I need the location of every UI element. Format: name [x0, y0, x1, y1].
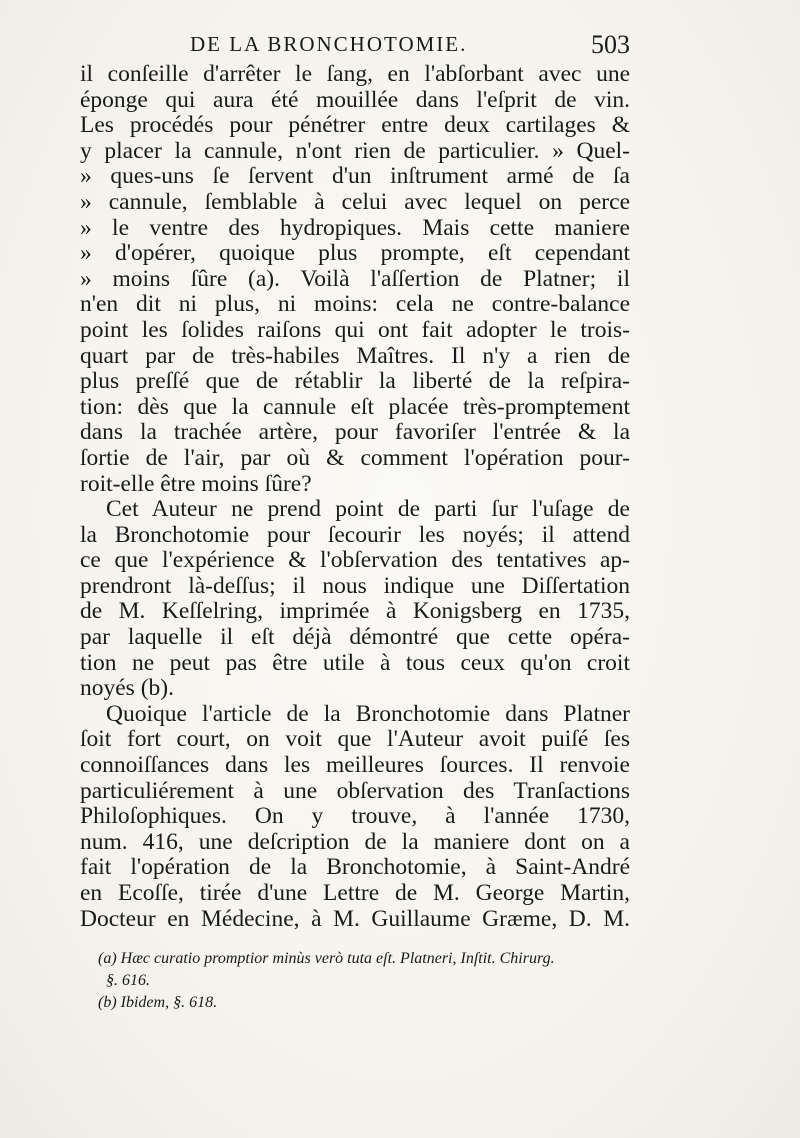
- text-line: » ques-uns ſe ſervent d'un inſtrument armé de ſa: [80, 163, 630, 190]
- page-number: 503: [591, 30, 630, 59]
- text-line: Quoique l'article de la Bronchotomie dans Platner: [106, 700, 630, 727]
- text-line: point les ſolides raiſons qui ont fait adopter le trois-: [80, 316, 630, 343]
- text-line: la Bronchotomie pour ſecourir les noyés; il attend: [80, 521, 630, 548]
- text-line: Les procédés pour pénétrer entre deux cartilages &: [80, 112, 630, 139]
- text-line: » d'opérer, quoique plus prompte, eſt cependant: [80, 240, 630, 267]
- text-line: y placer la cannule, n'ont rien de particulier. » Quel-: [80, 137, 630, 164]
- text-line: par laquelle il eſt déjà démontré que cette opéra-: [80, 624, 630, 651]
- text-line: Cet Auteur ne prend point de parti ſur l'uſage de: [106, 496, 630, 523]
- footnote-b: (b) Ibidem, §. 618.: [98, 994, 218, 1011]
- footnote-a: (a) Hæc curatio promptior minùs verò tuta eſt. Platneri, Inſtit. Chirurg.: [98, 950, 555, 967]
- text-line: tion ne peut pas être utile à tous ceux qu'on croit: [80, 649, 630, 676]
- text-line: Docteur en Médecine, à M. Guillaume Græme, D. M.: [80, 905, 630, 932]
- text-line: ſortie de l'air, par où & comment l'opération pour-: [80, 444, 630, 471]
- text-line: prendront là-deſſus; il nous indique une Diſſertation: [80, 572, 630, 599]
- text-line: » moins ſûre (a). Voilà l'aſſertion de Platner; il: [80, 265, 630, 292]
- text-line: Philoſophiques. On y trouve, à l'année 1730,: [80, 803, 630, 830]
- text-line: en Ecoſſe, tirée d'une Lettre de M. George Martin,: [80, 880, 630, 906]
- text-line: de M. Keſſelring, imprimée à Konigsberg en 1735,: [80, 598, 630, 625]
- text-line: roit-elle être moins ſûre?: [80, 470, 312, 497]
- text-line: tion: dès que la cannule eſt placée très-promptement: [80, 393, 630, 420]
- page-header: [190, 30, 630, 64]
- text-line: » cannule, ſemblable à celui avec lequel on perce: [80, 188, 630, 215]
- text-line: éponge qui aura été mouillée dans l'eſprit de vin.: [80, 86, 630, 113]
- text-line: il conſeille d'arrêter le ſang, en l'abſorbant avec une: [80, 61, 630, 87]
- text-line: fait l'opération de la Bronchotomie, à Saint-André: [80, 854, 630, 881]
- text-line: dans la trachée artère, pour favoriſer l'entrée & la: [80, 419, 630, 446]
- text-line: particuliérement à une obſervation des Tranſactions: [80, 777, 630, 804]
- text-line: ſoit fort court, on voit que l'Auteur avoit puiſé ſes: [80, 726, 630, 753]
- text-line: ce que l'expérience & l'obſervation des tentatives ap-: [80, 547, 630, 574]
- body-text: [80, 62, 630, 932]
- text-line: connoiſſances dans les meilleures ſources. Il renvoie: [80, 752, 630, 779]
- text-line: plus preſſé que de rétablir la liberté de la reſpira-: [80, 368, 630, 395]
- footnotes: [98, 948, 638, 1014]
- text-line: num. 416, une deſcription de la maniere dont on a: [80, 828, 630, 855]
- text-line: » le ventre des hydropiques. Mais cette maniere: [80, 214, 630, 241]
- text-line: n'en dit ni plus, ni moins: cela ne contre-balance: [80, 291, 630, 318]
- footnote-a-continuation: §. 616.: [106, 972, 150, 989]
- text-line: noyés (b).: [80, 675, 174, 702]
- running-head: DE LA BRONCHOTOMIE.: [190, 32, 468, 56]
- text-line: quart par de très-habiles Maîtres. Il n'y a rien de: [80, 342, 630, 369]
